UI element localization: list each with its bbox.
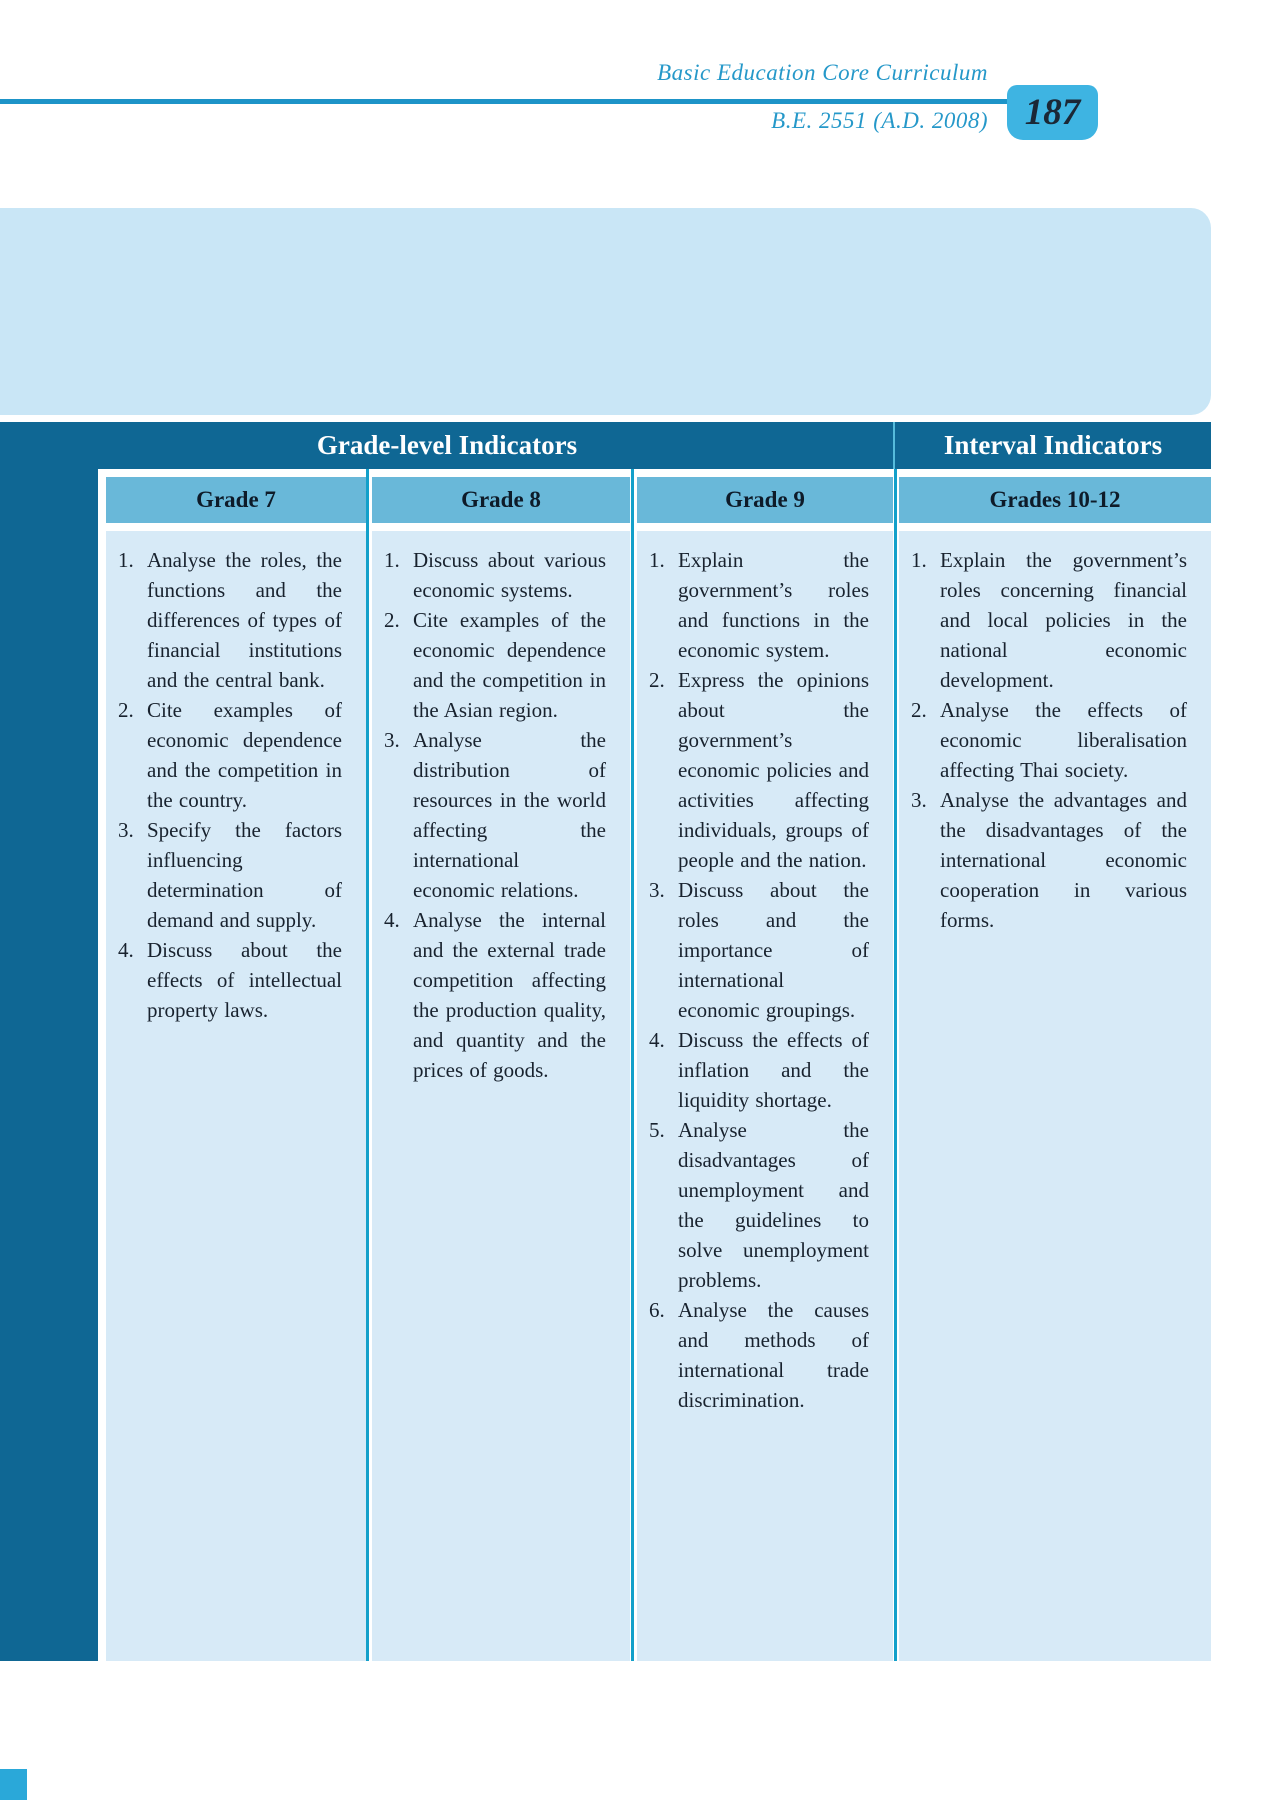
indicator-number: 3.	[118, 818, 134, 842]
group-header-interval: Interval Indicators	[943, 430, 1163, 460]
indicator-number: 1.	[118, 548, 134, 572]
indicator-number: 6.	[649, 1298, 665, 1322]
indicator-text: Analyse the internal and the external trade competition affecting the production quality, and quantity and the prices of goods.	[413, 908, 606, 1082]
indicator-number: 4.	[384, 908, 400, 932]
indicator-item	[384, 545, 606, 605]
book-subtitle: B.E. 2551 (A.D. 2008)	[771, 108, 988, 133]
indicator-number: 2.	[911, 698, 927, 722]
indicator-item	[649, 1115, 869, 1295]
indicator-text: Specify the factors influencing determination of demand and supply.	[147, 818, 342, 932]
indicator-text: Discuss about various economic systems.	[413, 548, 606, 602]
indicator-item	[649, 665, 869, 875]
footer-edge-mark	[0, 1769, 27, 1800]
header-rule	[0, 99, 1012, 104]
indicator-text: Discuss about the roles and the importance of international economic groupings.	[678, 878, 869, 1022]
indicator-item	[118, 695, 342, 815]
indicator-item	[911, 695, 1187, 785]
book-title: Basic Education Core Curriculum	[657, 60, 988, 85]
indicator-item	[649, 545, 869, 665]
column-divider	[631, 469, 634, 1661]
indicator-list-grade7	[106, 531, 366, 1661]
indicator-text: Analyse the distribution of resources in the world affecting the international economic relations.	[413, 728, 606, 902]
top-panel	[0, 208, 1211, 415]
indicator-item	[384, 905, 606, 1085]
table-group-header	[0, 422, 1211, 469]
indicator-number: 4.	[118, 938, 134, 962]
indicator-number: 1.	[384, 548, 400, 572]
indicator-item	[384, 725, 606, 905]
column-divider	[894, 469, 897, 1661]
indicator-list-grades10-12	[899, 531, 1211, 1661]
indicator-item	[118, 935, 342, 1025]
indicator-list-grade9	[637, 531, 893, 1661]
indicator-text: Cite examples of economic dependence and the competition in the country.	[147, 698, 342, 812]
column-divider	[366, 469, 369, 1661]
indicator-text: Analyse the disadvantages of unemployment and the guidelines to solve unemployment problems.	[678, 1118, 869, 1292]
indicator-item	[649, 1025, 869, 1115]
indicator-item	[118, 545, 342, 695]
indicator-item	[649, 1295, 869, 1415]
indicator-number: 3.	[649, 878, 665, 902]
indicator-number: 2.	[649, 668, 665, 692]
indicator-text: Explain the government’s roles and functions in the economic system.	[678, 548, 869, 662]
indicator-number: 1.	[649, 548, 665, 572]
table-left-edge-bar	[0, 422, 98, 1661]
indicator-item	[384, 605, 606, 725]
indicator-number: 2.	[384, 608, 400, 632]
indicator-item	[118, 815, 342, 935]
indicator-number: 4.	[649, 1028, 665, 1052]
indicator-number: 2.	[118, 698, 134, 722]
indicator-text: Analyse the advantages and the disadvantages of the international economic cooperation in various forms.	[940, 788, 1187, 932]
indicator-number: 5.	[649, 1118, 665, 1142]
column-header-grade7: Grade 7	[106, 477, 366, 523]
indicator-text: Analyse the roles, the functions and the differences of types of financial institutions and the central bank.	[147, 548, 342, 692]
page-number-tab	[1007, 85, 1098, 140]
indicator-text: Cite examples of the economic dependence and the competition in the Asian region.	[413, 608, 606, 722]
column-header-grades10-12: Grades 10-12	[899, 477, 1211, 523]
indicator-number: 3.	[911, 788, 927, 812]
indicator-text: Explain the government’s roles concerning financial and local policies in the national economic development.	[940, 548, 1187, 692]
indicator-number: 1.	[911, 548, 927, 572]
indicator-number: 3.	[384, 728, 400, 752]
indicator-text: Discuss about the effects of intellectual property laws.	[147, 938, 342, 1022]
column-header-grade9: Grade 9	[637, 477, 893, 523]
indicator-list-grade8	[372, 531, 630, 1661]
indicator-text: Analyse the causes and methods of international trade discrimination.	[678, 1298, 869, 1412]
indicator-text: Analyse the effects of economic liberalisation affecting Thai society.	[940, 698, 1187, 782]
indicator-text: Express the opinions about the government’s economic policies and activities affecting individuals, groups of people and the nation.	[678, 668, 869, 872]
page-number: 187	[1024, 92, 1081, 133]
indicator-item	[649, 875, 869, 1025]
indicator-item	[911, 785, 1187, 935]
column-header-grade8: Grade 8	[372, 477, 630, 523]
indicator-text: Discuss the effects of inflation and the liquidity shortage.	[678, 1028, 869, 1112]
group-header-grade-level: Grade-level Indicators	[316, 430, 578, 460]
indicator-item	[911, 545, 1187, 695]
